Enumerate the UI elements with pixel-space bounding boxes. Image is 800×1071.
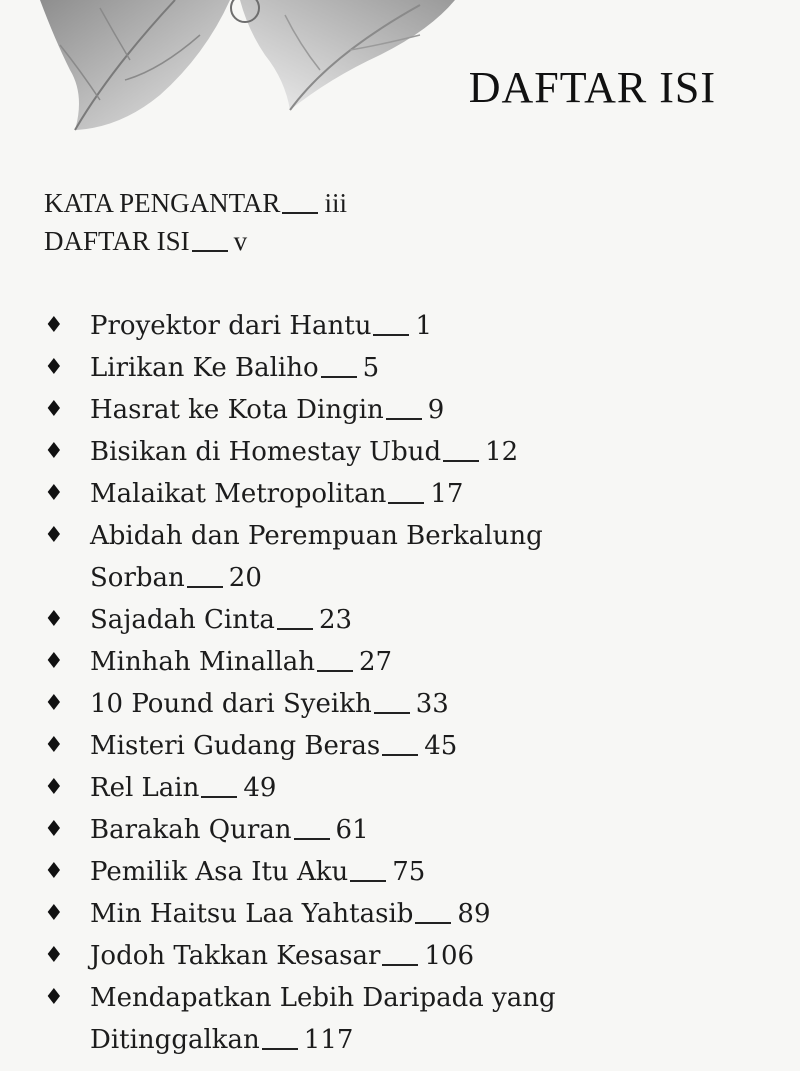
toc-item[interactable] <box>44 473 764 515</box>
toc-item[interactable] <box>44 977 764 1061</box>
diamond-bullet-icon: ♦ <box>44 649 64 674</box>
toc-item[interactable] <box>44 851 764 893</box>
toc-item[interactable] <box>44 431 764 473</box>
diamond-bullet-icon: ♦ <box>44 733 64 758</box>
diamond-bullet-icon: ♦ <box>44 607 64 632</box>
leader-line <box>321 376 357 378</box>
leader-line <box>382 964 418 966</box>
entry-title: 10 Pound dari Syeikh <box>90 689 372 719</box>
entry-title: Rel Lain <box>90 773 200 803</box>
page-number: 33 <box>415 689 449 719</box>
entry-title: Pemilik Asa Itu Aku <box>90 857 349 887</box>
toc-item[interactable] <box>44 683 764 725</box>
page-number: 20 <box>228 563 262 593</box>
page-number: v <box>233 226 248 256</box>
diamond-bullet-icon: ♦ <box>44 691 64 716</box>
leader-line <box>415 922 451 924</box>
toc-item[interactable] <box>44 599 764 641</box>
entry-title: Jodoh Takkan Kesasar <box>90 941 381 971</box>
leader-line <box>443 460 479 462</box>
page-number: iii <box>324 188 347 218</box>
entry-title: Sajadah Cinta <box>90 605 275 635</box>
front-matter-item[interactable] <box>44 184 347 222</box>
diamond-bullet-icon: ♦ <box>44 481 64 506</box>
page-number: 75 <box>392 857 426 887</box>
leader-line <box>201 796 237 798</box>
page-number: 27 <box>359 647 393 677</box>
toc-item[interactable] <box>44 515 764 599</box>
toc-item[interactable] <box>44 809 764 851</box>
entry-title: Malaikat Metropolitan <box>90 479 387 509</box>
page-title: DAFTAR ISI <box>468 63 716 112</box>
front-matter-list <box>44 184 347 260</box>
page-number: 49 <box>243 773 277 803</box>
diamond-bullet-icon: ♦ <box>44 523 64 548</box>
leader-line <box>317 670 353 672</box>
page-number: 106 <box>424 941 475 971</box>
diamond-bullet-icon: ♦ <box>44 775 64 800</box>
page-number: 117 <box>303 1025 354 1055</box>
toc-item[interactable] <box>44 641 764 683</box>
entry-title: Barakah Quran <box>90 815 292 845</box>
entry-title: Mendapatkan Lebih Daripada yang Ditinggalkan <box>90 983 556 1055</box>
page-number: 45 <box>424 731 458 761</box>
toc-item[interactable] <box>44 893 764 935</box>
diamond-bullet-icon: ♦ <box>44 943 64 968</box>
leader-line <box>192 250 228 252</box>
toc-item[interactable] <box>44 305 764 347</box>
diamond-bullet-icon: ♦ <box>44 817 64 842</box>
front-matter-item[interactable] <box>44 222 347 260</box>
leader-line <box>187 586 223 588</box>
page-number: 61 <box>335 815 369 845</box>
leader-line <box>373 334 409 336</box>
diamond-bullet-icon: ♦ <box>44 985 64 1010</box>
page-number: 89 <box>457 899 491 929</box>
diamond-bullet-icon: ♦ <box>44 313 64 338</box>
toc-item[interactable] <box>44 767 764 809</box>
page-number: 9 <box>427 395 445 425</box>
entry-title: Misteri Gudang Beras <box>90 731 381 761</box>
toc-item[interactable] <box>44 935 764 977</box>
toc-list <box>44 305 764 1061</box>
page-number: 5 <box>362 353 380 383</box>
entry-title: DAFTAR ISI <box>44 226 190 256</box>
diamond-bullet-icon: ♦ <box>44 439 64 464</box>
leader-line <box>386 418 422 420</box>
leader-line <box>388 502 424 504</box>
entry-title: KATA PENGANTAR <box>44 188 281 218</box>
leader-line <box>282 212 318 214</box>
page-number: 12 <box>485 437 519 467</box>
leader-line <box>374 712 410 714</box>
diamond-bullet-icon: ♦ <box>44 901 64 926</box>
entry-title: Proyektor dari Hantu <box>90 311 372 341</box>
leader-line <box>262 1048 298 1050</box>
page-number: 17 <box>430 479 464 509</box>
toc-item[interactable] <box>44 347 764 389</box>
page-number: 23 <box>318 605 353 635</box>
toc-item[interactable] <box>44 725 764 767</box>
diamond-bullet-icon: ♦ <box>44 859 64 884</box>
entry-title: Lirikan Ke Baliho <box>90 353 319 383</box>
entry-title: Minhah Minallah <box>90 647 315 677</box>
diamond-bullet-icon: ♦ <box>44 355 64 380</box>
diamond-bullet-icon: ♦ <box>44 397 64 422</box>
leader-line <box>350 880 386 882</box>
entry-title: Min Haitsu Laa Yahtasib <box>90 899 414 929</box>
entry-title: Hasrat ke Kota Dingin <box>90 395 384 425</box>
leader-line <box>294 838 330 840</box>
leader-line <box>382 754 418 756</box>
page-number: 1 <box>415 311 433 341</box>
entry-title: Bisikan di Homestay Ubud <box>90 437 442 467</box>
toc-item[interactable] <box>44 389 764 431</box>
leader-line <box>277 628 313 630</box>
leaf-decoration-icon <box>0 0 460 135</box>
entry-title: Abidah dan Perempuan Berkalung Sorban <box>90 521 543 593</box>
